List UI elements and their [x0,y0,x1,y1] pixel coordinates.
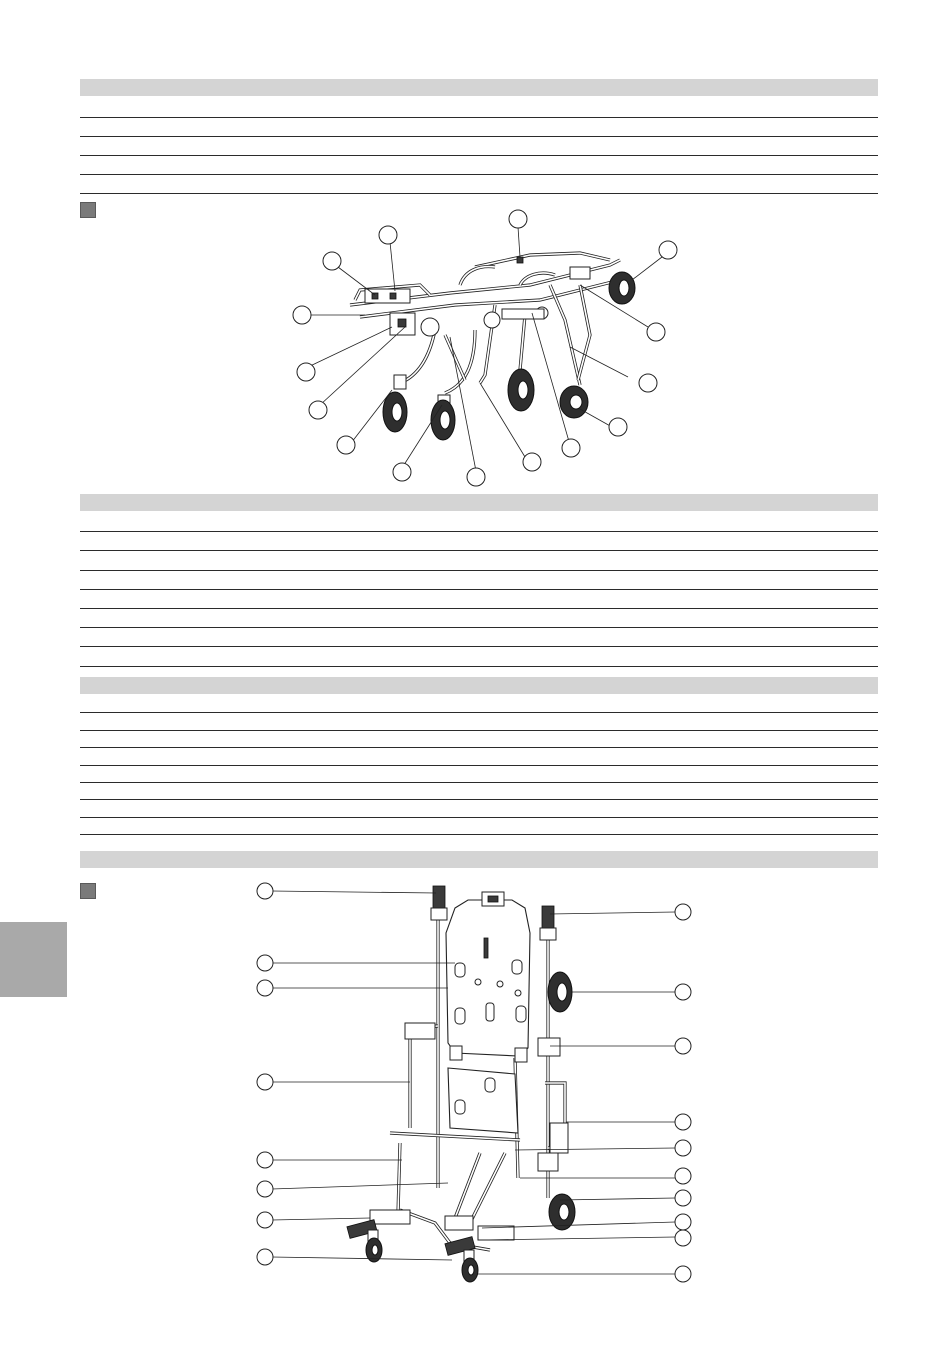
table-row-rule [80,550,878,551]
front-caster-wheel-left [383,375,407,432]
table-row-rule [80,136,878,137]
section-header-bar-4 [80,851,878,868]
section-header-bar-1 [80,79,878,96]
table-row-rule [80,627,878,628]
rear-wheel-far [609,272,635,304]
table-row-rule [80,730,878,731]
rear-wheel-upper [548,972,572,1012]
figure-b-chair-diagram [250,878,700,1288]
table-row-rule [80,155,878,156]
table-row-rule [80,666,878,667]
figure-a-frame-diagram [280,205,700,490]
table-row-rule [80,117,878,118]
table-row-rule [80,193,878,194]
frame-top-rails [350,253,620,317]
table-row-rule [80,570,878,571]
front-caster-right [462,1250,478,1282]
callout-circle [293,210,677,486]
table-row-rule [80,531,878,532]
table-row-rule [80,608,878,609]
figure-a-marker-icon [80,202,96,218]
table-row-rule [80,782,878,783]
right-side-lock-housing [538,1038,560,1056]
table-row-rule [80,712,878,713]
table-row-rule [80,765,878,766]
rear-wheel-lower [549,1194,575,1230]
front-caster-wheel-right [431,395,455,440]
table-row-rule [80,799,878,800]
backrest-plate [446,900,530,1056]
top-handle-right [540,906,556,940]
rear-wheel-middle [508,369,534,411]
table-row-rule [80,646,878,647]
table-row-rule [80,747,878,748]
table-row-rule [80,174,878,175]
table-row-rule [80,589,878,590]
figure-b-marker-icon [80,883,96,899]
front-caster-left [366,1230,382,1262]
rear-wheel-right [560,386,588,418]
chapter-side-tab [0,922,67,997]
section-header-bar-2 [80,494,878,511]
section-header-bar-3 [80,677,878,694]
table-row-rule [80,834,878,835]
top-handle-left [431,886,447,920]
table-row-rule [80,817,878,818]
